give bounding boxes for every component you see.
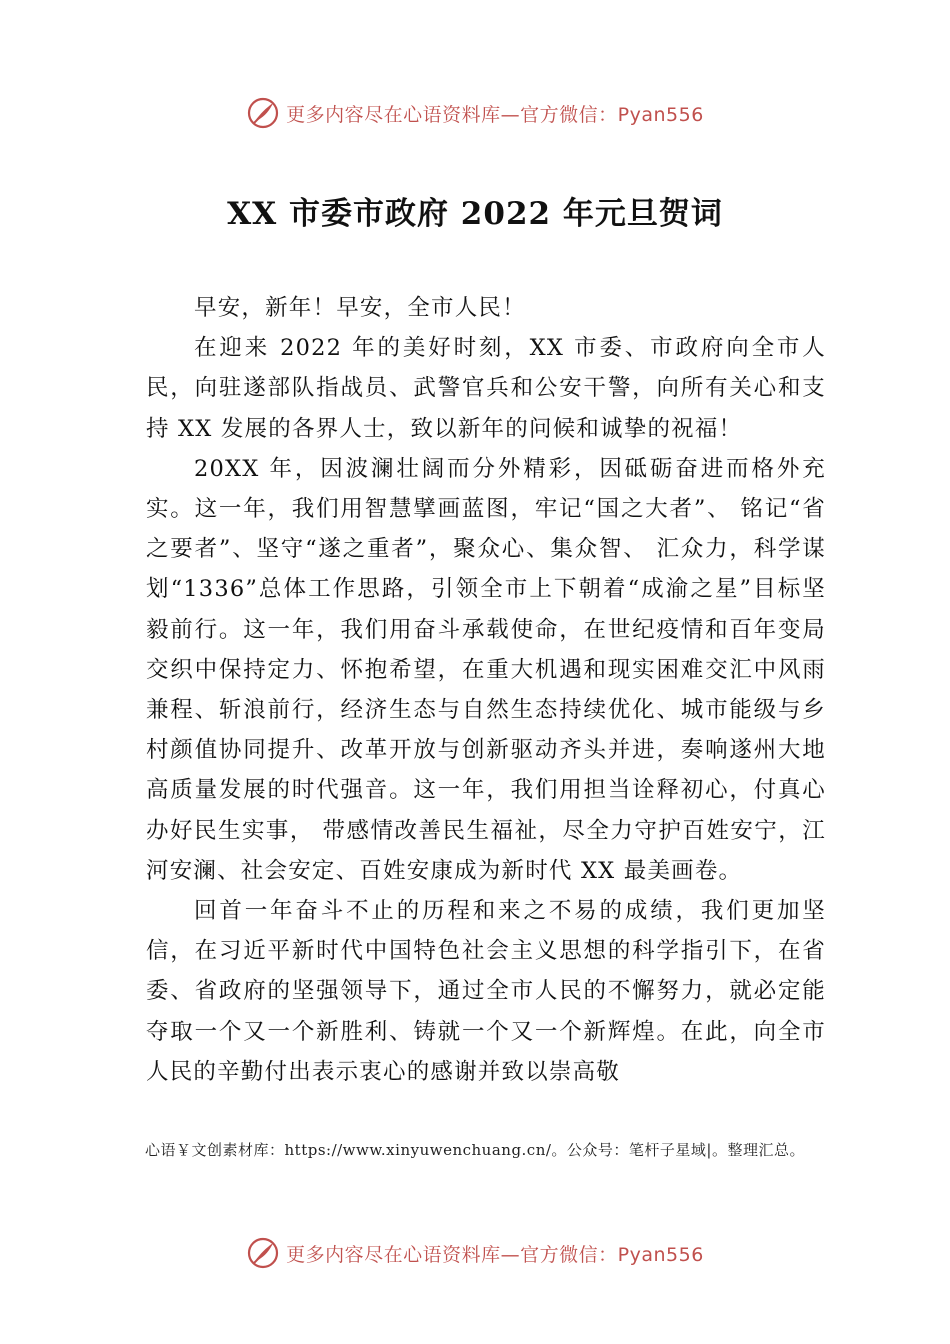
banner-label: 更多内容尽在心语资料库—官方微信： (286, 1243, 618, 1266)
paragraph-wishes: 在迎来 2022 年的美好时刻，XX 市委、市政府向全市人民，向驻遂部队指战员、武警官兵和公安干警，向所有关心和支持 XX 发展的各界人士，致以新年的问候和诚挚的祝福！ (146, 335, 826, 442)
paragraph-year-review: 20XX 年，因波澜壮阔而分外精彩，因砥砺奋进而格外充实。这一年，我们用智慧擘画蓝图，牢记“国之大者”、 铭记“省之要者”、坚守“遂之重者”，聚众心、集众智、 汇众力，科学谋划“1336”总体工作思路，引领全市上下朝着“成渝之星”目标坚毅前行。这一年，我们用奋斗承载使命，在世纪疫情和百年变局交织中保持定力、怀抱希望，在重大机遇和现实困难交汇中风雨兼程、斩浪前行，经济生态与自然生态持续优化、城市能级与乡村颜值协同提升、改革开放与创新驱动齐头并进，奏响遂州大地高质量发展的时代强音。这一年，我们用担当诠释初心，付真心办好民生实事， 带感情改善民生福祉，尽全力守护百姓安宁，江河安澜、社会安定、百姓安康成为新时代 XX 最美画卷。 (146, 455, 826, 884)
top-banner (0, 96, 950, 130)
quill-pen-logo-icon (246, 96, 280, 130)
banner-label: 更多内容尽在心语资料库—官方微信： (286, 103, 618, 126)
banner-wechat-id: Pyan556 (617, 1243, 704, 1266)
banner-text (286, 100, 704, 127)
banner-wechat-id: Pyan556 (617, 103, 704, 126)
paragraph-reflection: 回首一年奋斗不止的历程和来之不易的成绩，我们更加坚信，在习近平新时代中国特色社会主义思想的科学指引下，在省委、省政府的坚强领导下，通过全市人民的不懈努力，就必定能夺取一个又一个新胜利、铸就一个又一个新辉煌。在此，向全市人民的辛勤付出表示衷心的感谢并致以崇高敬 (146, 898, 826, 1085)
document-body (146, 288, 826, 1092)
paragraph-greeting: 早安，新年！早安，全市人民！ (194, 295, 526, 321)
quill-pen-logo-icon (246, 1236, 280, 1270)
bottom-banner (0, 1236, 950, 1270)
banner-text (286, 1240, 704, 1267)
source-footer-note: 心语￥文创素材库：https://www.xinyuwenchuang.cn/。公众号：笔杆子星域|。整理汇总。 (145, 1141, 805, 1159)
document-title: XX 市委市政府 2022 年元旦贺词 (227, 196, 723, 232)
